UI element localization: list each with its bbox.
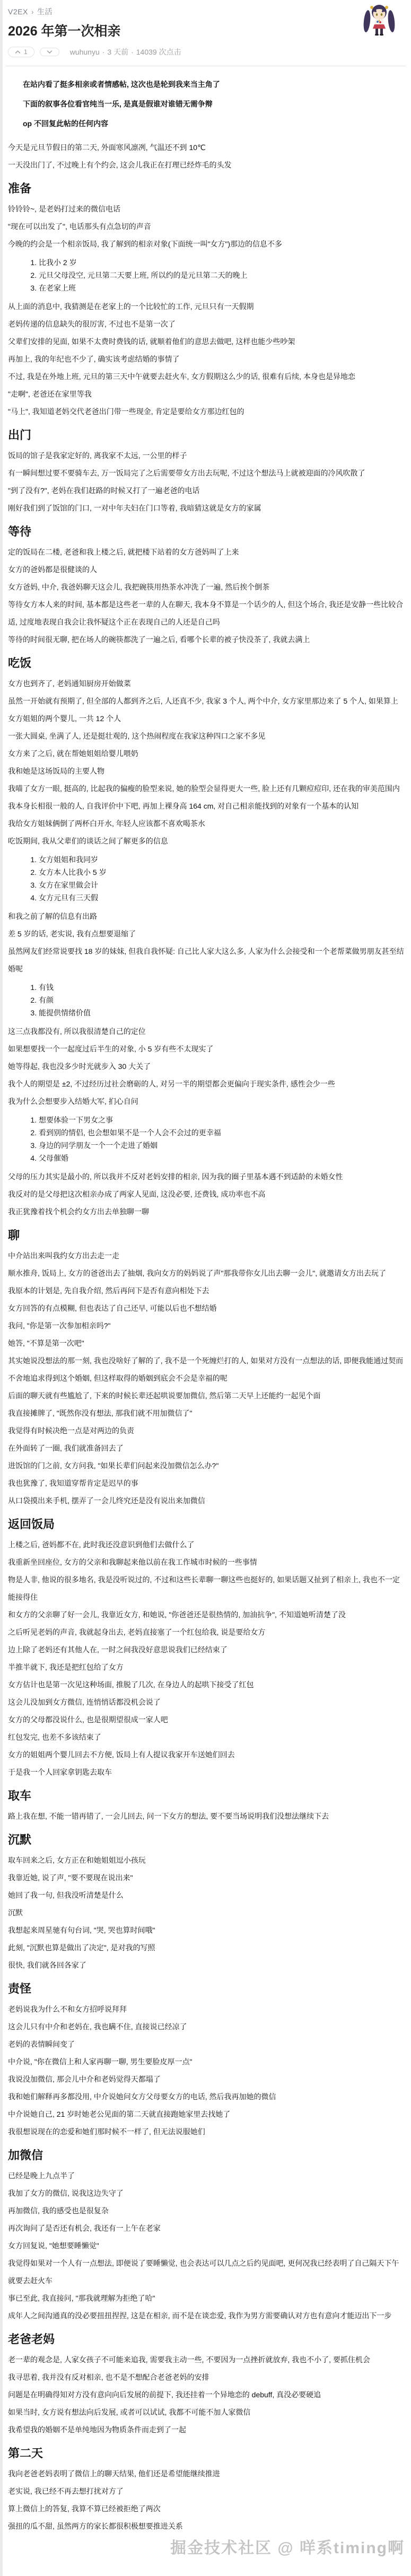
topic-header xyxy=(6,0,406,66)
section-heading: 加微信 xyxy=(8,2149,43,2162)
section-heading: 等待 xyxy=(8,525,32,538)
paragraph: 我原本的计划是, 先自我介绍, 然后再问下是否有意向相处下去 xyxy=(8,1286,209,1295)
paragraph: 再加上, 我的年纪也不少了, 确实该考虑结婚的事情了 xyxy=(8,355,180,363)
paragraph: 再加微信, 我的感受也是很复杂 xyxy=(8,2206,109,2215)
paragraph: 和女方的父亲聊了好一会儿, 我靠近女方, 和她说, "你爸爸还是很热情的, 加油抗争", 不知道她听清楚了没 xyxy=(8,1610,346,1619)
paragraph: 我靠近她, 说了声, "要不要现在说出来" xyxy=(8,1873,133,1882)
paragraph: "马上", 我知道老妈交代老爸出门带一些现金, 肯定是要给女方那边红包的 xyxy=(8,407,244,416)
ordered-list xyxy=(8,982,405,1019)
paragraph: 一天没出门了, 不过晚上有个约会, 这会儿我正在打理已经炸毛的头发 xyxy=(8,161,232,169)
breadcrumb-separator: › xyxy=(31,7,34,16)
paragraph: 取车回来之后, 女方正在和她姐姐逗小孩玩 xyxy=(8,1856,146,1864)
paragraph: 从口袋摸出来手机, 摆弄了一会儿终究还是没有说出来加微信 xyxy=(8,1496,205,1505)
chevron-down-icon xyxy=(47,50,53,54)
paragraph: 父母的压力其实是最小的, 所以我并不反对老妈安排的相亲, 因为我的圈子里基本遇不到适龄的未婚女性 xyxy=(8,1172,343,1181)
paragraph: 今天是元旦节假日的第二天, 外面寒风凛冽, 气温还不到 10℃ xyxy=(8,143,206,152)
paragraph: 我想起来周星驰有句台词, "哭, 哭也算时间哦" xyxy=(8,1926,155,1934)
vote-row xyxy=(8,47,404,57)
paragraph: "到了没有?", 老妈在我们赶路的时候又打了一遍老爸的电话 xyxy=(8,486,200,495)
paragraph: 我很想说现在的恋爱和她们那时候不一样了, 但无法说服她们 xyxy=(8,2127,205,2136)
watermark-text: 掘金技术社区 @ 咩系timing啊 xyxy=(170,2539,405,2557)
section-heading: 返回饭局 xyxy=(8,1518,55,1531)
paragraph: 女方的爸妈都是很健谈的人 xyxy=(8,565,97,574)
paragraph: 老实说, 我已经不再去想打扰对方了 xyxy=(8,2487,124,2495)
paragraph: 她回了我一句, 但我没听清楚是什么 xyxy=(8,1891,124,1899)
paragraph: 老妈说我为什么不和女方招呼说拜拜 xyxy=(8,2005,127,2013)
paragraph: 后面的聊天就有些尴尬了, 下来的时候长辈还起哄说要加微信, 然后第二天早上还能约一起见个面 xyxy=(8,1391,321,1400)
list-item: 3. 女方在家里做会计 xyxy=(39,879,405,891)
paragraph: 进饭馆的门之前, 女方问我, "如果长辈们问起来没加微信怎么办?" xyxy=(8,1461,219,1470)
paragraph: 和我之前了解的信息有出路 xyxy=(8,912,97,921)
quote-line-text: 在站内看了挺多相亲或者情感帖, 这次也是轮到我来当主角了 xyxy=(23,80,220,89)
paragraph: 等待女方本人来的时间, 基本都是这些老一辈的人在聊天, 我本身不算是一个话少的人, 但这个场合, 我还是安静一些比较合适, 过度地表现自我会让我怀疑这个正在表现自己的人还是自己吗 xyxy=(8,600,404,626)
paragraph: 路上我在想, 不能一错再错了, 一会儿回去, 问一下女方的想法, 要不要当场说明我们没想法继续下去 xyxy=(8,1812,329,1820)
paragraph: 中介站出来叫我约女方出去走一走 xyxy=(8,1251,119,1260)
paragraph: 女方估计也是第一次见这种场面, 推脱了几次, 在身边人的起哄下接受了红包 xyxy=(8,1680,254,1689)
paragraph: 从上面的消息中, 我猜测是在老家上的一个比较忙的工作, 元旦只有一天假期 xyxy=(8,302,254,311)
paragraph: 等待的时间很无聊, 把在场人的碗筷都洗了一遍之后, 看哪个长辈的被子快没茶了, 我就去满上 xyxy=(8,635,310,644)
paragraph: 于是我一个人回家拿钥匙去取车 xyxy=(8,1768,112,1776)
quote-line xyxy=(23,94,405,114)
quote-line xyxy=(23,114,405,134)
paragraph: 我喵了女方一眼, 挺高的, 比起我的偏瘦的脸型来说, 她的脸型会显得更大一些, 脸上还有几颗痘痘印, 还在我的审美范围内 xyxy=(8,784,400,793)
section-heading: 出门 xyxy=(8,428,32,442)
chevron-up-icon xyxy=(15,50,21,54)
list-item: 4. 女方元旦有三天假 xyxy=(39,892,405,904)
paragraph: 女方也到齐了, 老妈通知厨房开始做菜 xyxy=(8,679,131,688)
paragraph: 铃铃铃~, 是老妈打过来的微信电话 xyxy=(8,205,120,213)
paragraph: 刚好我们到了饭馆的门口, 一对中年夫妇在门口等着, 我暗猜这就是女方的家属 xyxy=(8,504,261,512)
paragraph: 中介说, "你在微信上和人家再聊一聊, 男生要脸皮厚一点" xyxy=(8,2057,193,2066)
paragraph: 事已至此, 我直接问, "那我就理解为拒绝了哈" xyxy=(8,2294,155,2302)
paragraph: 我也犹豫了, 我知道穿帮肯定是迟早的事 xyxy=(8,1479,138,1487)
section-heading: 取车 xyxy=(8,1789,32,1802)
paragraph: 我说没加微信, 那会儿中介和老妈觉得天都塌了 xyxy=(8,2075,161,2083)
paragraph: 女方爸妈, 中介, 我爸妈聊天这会儿, 我把碗筷用热茶水冲洗了一遍, 然后挨个倒茶 xyxy=(8,583,270,591)
paragraph: 之后听见老妈的声音, 我就起身出去, 老妈直接塞了一个红包给我, 说是要给女方 xyxy=(8,1628,266,1636)
paragraph: 我反对的是父母把这次相亲办成了两家人见面, 这没必要, 还费钱, 成功率也不高 xyxy=(8,1190,266,1198)
anime-chibi-avatar-image xyxy=(360,1,398,39)
meta-separator: · xyxy=(102,48,105,56)
paragraph: "现在可以出发了", 电话那头有点急切的声音 xyxy=(8,222,151,231)
list-item: 1. 比我小 2 岁 xyxy=(39,257,405,269)
paragraph: 这三点我都没有, 所以我很清楚自己的定位 xyxy=(8,1027,146,1036)
paragraph: 其实她说没想法的那一刻, 我也没啥好了解的了, 我不是一个死缠烂打的人, 如果对方没有一点想法的话, 即便我能通过契而不舍地追求得到这个婚姻, 但这样取得的婚姻到底会不会是幸福的呢 xyxy=(8,1356,404,1382)
paragraph: 中介说她自己, 21 岁时她老公见面的第二天就直接跑她家里去找她了 xyxy=(8,2110,231,2118)
paragraph: 在外面转了一圈, 我们就准备回去了 xyxy=(8,1444,124,1452)
list-item: 2. 女方本人比我小 5 岁 xyxy=(39,866,405,879)
topic-content xyxy=(6,66,406,2535)
paragraph: 她等得起, 我也没多少时光就步入 30 大关了 xyxy=(8,1062,151,1071)
section-heading: 聊 xyxy=(8,1229,20,1242)
paragraph: 饭局的馆子是我家定好的, 离我家不太远, 一公里的样子 xyxy=(8,451,187,460)
paragraph: 女方的父母都没说什么, 也是很期望很成一家人吧 xyxy=(8,1715,168,1724)
avatar[interactable] xyxy=(360,1,398,39)
paragraph: 女方回答的有点模糊, 但也表达了自己还早, 可能以后也不想结婚 xyxy=(8,1304,217,1312)
downvote-button[interactable] xyxy=(40,48,59,56)
quote-line-text: op 不回复此帖的任何内容 xyxy=(23,119,108,128)
paragraph: 我加了女方的微信, 说我这边失守了 xyxy=(8,2189,124,2197)
paragraph: "走啊", 老爸还在家里等我 xyxy=(8,390,92,398)
ordered-list xyxy=(8,854,405,904)
paragraph: 我向老爸老妈表明了微信上的聊天结果, 他们还是希望能继续推进 xyxy=(8,2469,220,2478)
paragraph: 我寻思着, 我并没有反对相亲, 也不是不想配合老爸老妈的安排 xyxy=(8,2373,209,2381)
paragraph: 虽然网友们经常说要找 18 岁的妹妹, 但我自我怀疑: 自己比人家大这么多, 人家为什么会接受和一个老帮菜做男朋友甚至结婚呢 xyxy=(8,947,404,973)
list-item: 3. 在老家上班 xyxy=(39,282,405,294)
paragraph: 吃饭期间, 我从父辈们的谈话之间了解更多的信息 xyxy=(8,837,168,845)
paragraph: 很快, 我们就各回各家了 xyxy=(8,1961,86,1969)
meta-separator: · xyxy=(131,48,134,56)
section-heading: 沉默 xyxy=(8,1833,32,1846)
click-count: 14039 次点击 xyxy=(136,48,181,56)
paragraph: 沉默 xyxy=(8,1908,23,1917)
paragraph: 成年人之间沟通真的没必要扭扭捏捏, 这是在相亲, 而不是在谈恋爱, 我作为男方需要确认对方也有意向才能迈出下一步 xyxy=(8,2311,392,2320)
ordered-list xyxy=(8,1114,405,1164)
list-item: 4. 父母催婚 xyxy=(39,1152,405,1164)
paragraph: 这会儿只有中介和老妈在, 我也瞒不住, 直接说已经凉了 xyxy=(8,2022,187,2031)
list-item: 3. 能提供情绪价值 xyxy=(39,1007,405,1019)
paragraph: 问题是在明确得知对方没有意向向后发展的前提下, 我还挂着一个异地恋的 debuff, 真没必要硬追 xyxy=(8,2390,321,2399)
paragraph: 我正犹豫着找个机会约女方出去单独聊一聊 xyxy=(8,1207,149,1216)
paragraph: 我和她是这场饭局的主要人物 xyxy=(8,767,104,775)
paragraph: 我为什么会想要步入结婚大军, 扪心自问 xyxy=(8,1097,138,1106)
breadcrumb-site-link[interactable]: V2EX xyxy=(8,7,28,16)
page-title: 2026 年第一次相亲 xyxy=(8,24,121,39)
paragraph: 我重新坐回座位, 女方的父亲和我聊起来他以前在我工作城市时候的一些事情 xyxy=(8,1558,257,1566)
paragraph: 我给女方姐妹俩倒了两杯白开水, 年轻人应该都不喜欢喝茶水 xyxy=(8,819,205,828)
section-heading: 吃饭 xyxy=(8,656,32,670)
paragraph: 她答, "不算是第一次吧" xyxy=(8,1339,84,1347)
quote-line-text: 下面的叙事各位看官纯当一乐, 是真是假谁对谁错无需争辩 xyxy=(23,100,213,108)
paragraph: 女方来了之后, 就在帮她姐姐给婴儿喂奶 xyxy=(8,749,138,758)
paragraph: 这会儿没加到女方微信, 连悄悄话都没机会说了 xyxy=(8,1698,161,1706)
topic-meta xyxy=(70,47,181,57)
paragraph: 如果想要找一个一起度过后半生的对象, 小 5 岁有些不太现实了 xyxy=(8,1045,214,1053)
paragraph: 物是人非, 他说的很多地名, 我是没听说过的, 不过和这些长辈聊一聊这些也挺好的, 如果话题又扯到了相亲上, 我也不一定能接得住 xyxy=(8,1575,400,1601)
section-heading: 准备 xyxy=(8,182,32,195)
list-item: 3. 身边的同学朋友一个一个走进了婚姻 xyxy=(39,1140,405,1152)
paragraph: 边上除了老妈还有其他人在, 一时之间我没好意思说我们已经结束了 xyxy=(8,1645,228,1654)
section-heading: 第二天 xyxy=(8,2447,43,2460)
author-link[interactable]: wuhunyu xyxy=(69,48,100,56)
quote-line xyxy=(23,75,405,94)
paragraph: 一张大圆桌, 坐满了人, 还是挺壮观的, 这个热闹程度在我家这种四口之家不多见 xyxy=(8,732,266,740)
paragraph: 红包发完, 也差不多该结束了 xyxy=(8,1733,101,1741)
paragraph: 已经是晚上九点半了 xyxy=(8,2171,75,2180)
quote-block xyxy=(23,75,405,134)
paragraph: 老一辈的观念是, 人家女孩子不可能来追我, 需要我主动一些, 不要因为一点挫折就放弃, 我也不小了, 要抓住机会 xyxy=(8,2355,370,2364)
section-heading: 责怪 xyxy=(8,1982,32,1995)
list-item: 1. 有钱 xyxy=(39,982,405,994)
paragraph: 女方回复说, "她想要睡懒觉" xyxy=(8,2241,99,2250)
paragraph: 不过, 我是在外地上班, 元旦的第三天中午就要去赶火车, 女方假期这么少的话, 很难有后续, 本身也是异地恋 xyxy=(8,372,355,381)
paragraph: 我问, "你是第一次参加相亲吗?" xyxy=(8,1321,111,1330)
paragraph: 父辈们安排的见面, 如果不太费时费钱的话, 就顺着他们的意思去做吧, 这样也能少些吵架 xyxy=(8,337,295,346)
posted-time: 3 天前 xyxy=(107,48,129,56)
list-item: 2. 看到别的情侣, 也会想如果不是一个人会不会过的更幸福 xyxy=(39,1127,405,1139)
paragraph: 今晚的约会是一个相亲饭局, 我了解到的相亲对象(下面统一叫"女方")那边的信息不多 xyxy=(8,240,283,248)
paragraph: 此刻, "沉默也算是做出了决定", 是对我的写照 xyxy=(8,1943,155,1952)
paragraph: 差 5 岁的话, 老实说, 我有点想要退缩了 xyxy=(8,930,136,938)
section-heading: 老爸老妈 xyxy=(8,2333,55,2346)
paragraph: 上楼之后, 爸妈都不在, 此时我还没意识到他们去做什么了 xyxy=(8,1540,195,1549)
paragraph: 老妈的表情瞬间变了 xyxy=(8,2040,75,2048)
paragraph: 老妈传递的信息缺失的很厉害, 不过也不是第一次了 xyxy=(8,320,176,328)
paragraph: 顺水推舟, 饭局上, 女方的爸爸出去了抽烟, 我向女方的妈妈说了声"那我带你女儿出去聊一会儿", 就邀请女方出去玩了 xyxy=(8,1269,387,1277)
upvote-button[interactable] xyxy=(8,47,34,57)
paragraph: 我和她们解释再多都没用, 中介说她问女方父母要女方的电话, 然后我再加她的微信 xyxy=(8,2092,276,2101)
paragraph: 我个人的期望是 ±2, 不过经历过社会磨砺的人, 对另一半的期望都会更偏向于现实条件, 感性会少一些 xyxy=(8,1080,335,1088)
breadcrumb-node-link[interactable]: 生活 xyxy=(37,7,53,16)
paragraph: 我觉得如果对一个人有一点想法, 即便说了要睡懒觉, 也会表达可以几点之后约见面吧, 更何况我已经表明了自己隔天下午就要去赶火车 xyxy=(8,2259,399,2285)
paragraph: 定的饭局在二楼, 老爸和我上楼之后, 就把楼下站着的女方爸妈叫了上来 xyxy=(8,548,239,556)
paragraph: 虽然一开始就有预期了, 但全部的人都到齐之后, 人还真不少, 我家 3 个人, 两个中介, 女方家里那边来了 5 个人, 如果算上女方姐姐的两个婴儿, 一共 12 个人 xyxy=(8,697,398,723)
list-item: 2. 有颜 xyxy=(39,994,405,1006)
list-item: 1. 想要体验一下男女之事 xyxy=(39,1114,405,1126)
paragraph: 有一瞬间想过要不要骑车去, 万一饭局完了之后需要带女方出去玩呢, 不过这个想法马上就被迎面的冷风吹散了 xyxy=(8,469,365,477)
paragraph: 半推半就下, 我还是把红包给了女方 xyxy=(8,1663,124,1671)
paragraph: 我觉得有时候决绝一点是对两边的负责 xyxy=(8,1426,134,1435)
list-item: 2. 元旦父母没空, 元旦第二天要上班, 所以约的是元旦第二天的晚上 xyxy=(39,269,405,282)
paragraph: 我本身长相很一般的人, 自我评价中下吧, 再加上裸身高 164 cm, 对自己相亲能找到的对象有一个基本的认知 xyxy=(8,802,359,810)
paragraph: 强扭的瓜不甜, 虽然两方的家长都很积极想要推进关系 xyxy=(8,2522,183,2530)
breadcrumb xyxy=(8,6,404,17)
paragraph: 女方的姐姐两个婴儿回去不方便, 饭局上有人提议我家开车送她们回去 xyxy=(8,1750,235,1759)
list-item: 1. 女方姐姐和我同岁 xyxy=(39,854,405,866)
upvote-count: 1 xyxy=(24,48,28,56)
paragraph: 我直接摊牌了, "既然你没有想法, 那我们就不用加微信了" xyxy=(8,1409,193,1417)
paragraph: 我希望我的婚姻不是单纯地因为物质条件而走到了一起 xyxy=(8,2425,186,2434)
paragraph: 再次询问了是否还有机会, 我还有一上午在老家 xyxy=(8,2224,161,2232)
paragraph: 算上微信上的答复, 我算不算已经被拒绝了两次 xyxy=(8,2504,161,2513)
paragraph: 如果当时, 女方说有想法向后发展, 或者可以试试, 我都不可能不加人家微信 xyxy=(8,2408,251,2416)
ordered-list xyxy=(8,257,405,294)
